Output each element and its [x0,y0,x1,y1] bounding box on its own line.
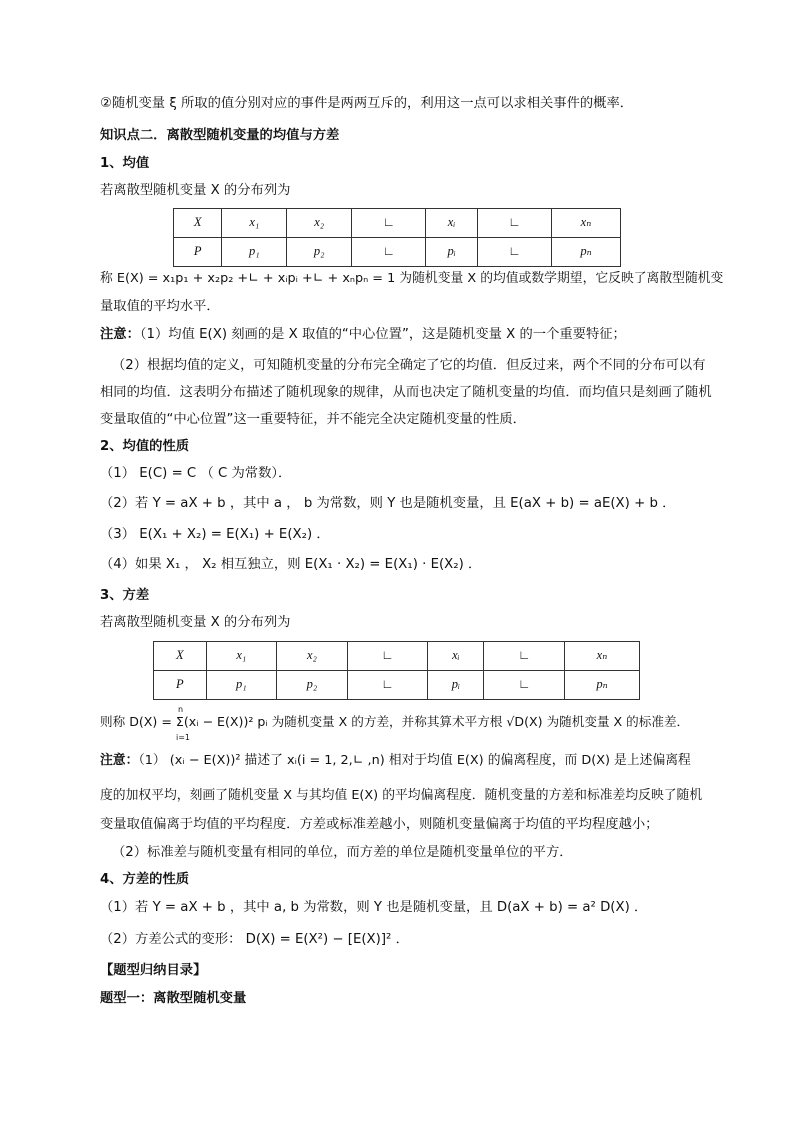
table-cell: p₂ [277,671,348,700]
table-cell: X [154,642,207,671]
sum-lower-limit: i=1 [176,733,191,742]
table-cell: pₙ [564,671,639,700]
dist-intro-1: 若离散型随机变量 X 的分布列为 [100,183,291,198]
note-variance-2: （2）标准差与随机变量有相同的单位，而方差的单位是随机变量单位的平方． [112,845,573,860]
note-mean-2-line2: 相同的均值．这表明分布描述了随机现象的规律，从而也决定了随机变量的均值．而均值只是刻画了随机 [100,385,712,400]
note-text: （1） (xᵢ − E(X))² 描述了 xᵢ(i = 1, 2,∟ ,n) 相对于均值 E(X) 的偏离程度，而 D(X) 是上述偏离程 [138,753,691,768]
table-cell: pᵢ [428,671,484,700]
table-cell: ∟ [347,671,428,700]
variance-definition: 则称 D(X) = Σ(xᵢ − E(X))² pᵢ 为随机变量 X 的方差，并称其算术平方根 √D(X) 为随机变量 X 的标准差． [100,714,690,729]
distribution-table-1 [173,208,621,267]
dist-intro-2: 若离散型随机变量 X 的分布列为 [100,615,291,630]
note-mean-2-line1: （2）根据均值的定义，可知随机变量的分布完全确定了它的均值．但反过来，两个不同的分布可以有 [112,358,706,373]
mean-property-2: （2）若 Y = aX + b ，其中 a ， b 为常数，则 Y 也是随机变量，且 E(aX + b) = aE(X) + b ． [100,496,676,511]
table-cell: pᵢ [426,238,478,267]
note-variance-1-line2: 度的加权平均，刻画了随机变量 X 与其均值 E(X) 的平均偏离程度．随机变量的方差和标准差均反映了随机 [100,788,703,803]
note-label: 注意： [100,753,139,768]
note-mean-1 [100,326,626,345]
mean-definition-line1: 称 E(X) = x₁p₁ + x₂p₂ +∟ + xᵢpᵢ +∟ + xₙpₙ = 1 为随机变量 X 的均值或数学期望，它反映了离散型随机变 [100,271,724,286]
table-cell: x₁ [206,642,277,671]
paragraph-mutual-exclusive: ②随机变量 ξ 所取的值分别对应的事件是两两互斥的，利用这一点可以求相关事件的概率． [100,96,634,111]
table-cell: ∟ [484,642,565,671]
distribution-table-2 [153,641,640,700]
table-cell: xᵢ [426,209,478,238]
table-cell: X [174,209,222,238]
mean-definition-line2: 量取值的平均水平． [100,299,220,314]
table-cell: ∟ [477,238,551,267]
subheading-mean-properties: 2、均值的性质 [100,439,190,454]
sum-upper-limit: n [178,705,184,714]
table-cell: x₂ [287,209,352,238]
variance-property-1: （1）若 Y = aX + b ，其中 a, b 为常数，则 Y 也是随机变量，且 D(aX + b) = a² D(X) ． [100,900,648,915]
table-cell: p₁ [206,671,277,700]
table-cell: pₙ [551,238,620,267]
variance-property-2: （2）方差公式的变形： D(X) = E(X²) − [E(X)]² ． [100,932,409,947]
table-cell: ∟ [352,209,426,238]
section-heading-kp2: 知识点二．离散型随机变量的均值与方差 [100,128,340,143]
catalog-heading: 【题型归纳目录】 [100,963,207,978]
table-cell: xₙ [551,209,620,238]
table-row [174,209,621,238]
table-cell: x₁ [222,209,287,238]
mean-property-1: （1） E(C) = C （ C 为常数）． [100,466,292,481]
table-cell: x₂ [277,642,348,671]
table-cell: ∟ [484,671,565,700]
table-cell: P [154,671,207,700]
question-type-1: 题型一：离散型随机变量 [100,991,247,1006]
note-variance-1-line1 [100,752,691,770]
table-cell: xₙ [564,642,639,671]
table-row [174,238,621,267]
note-mean-2-line3: 变量取值的“中心位置”这一重要特征，并不能完全决定随机变量的性质． [100,412,526,427]
subheading-mean: 1、均值 [100,156,150,171]
table-cell: p₁ [222,238,287,267]
table-row [154,671,640,700]
note-variance-1-line3: 变量取值偏离于均值的平均程度．方差或标准差越小，则随机变量偏离于均值的平均程度越小； [100,817,659,832]
subheading-variance-properties: 4、方差的性质 [100,872,190,887]
note-label: 注意： [100,327,140,342]
mean-property-3: （3） E(X₁ + X₂) = E(X₁) + E(X₂) ． [100,527,330,542]
table-cell: p₂ [287,238,352,267]
table-cell: ∟ [352,238,426,267]
subheading-variance: 3、方差 [100,588,150,603]
table-cell: P [174,238,222,267]
mean-property-4: （4）如果 X₁ ， X₂ 相互独立，则 E(X₁ · X₂) = E(X₁) · E(X₂) ． [100,557,482,572]
table-row [154,642,640,671]
table-cell: ∟ [477,209,551,238]
table-cell: ∟ [347,642,428,671]
table-cell: xᵢ [428,642,484,671]
note-text: （1）均值 E(X) 刻画的是 X 取值的“中心位置”，这是随机变量 X 的一个重要特征； [139,327,626,342]
